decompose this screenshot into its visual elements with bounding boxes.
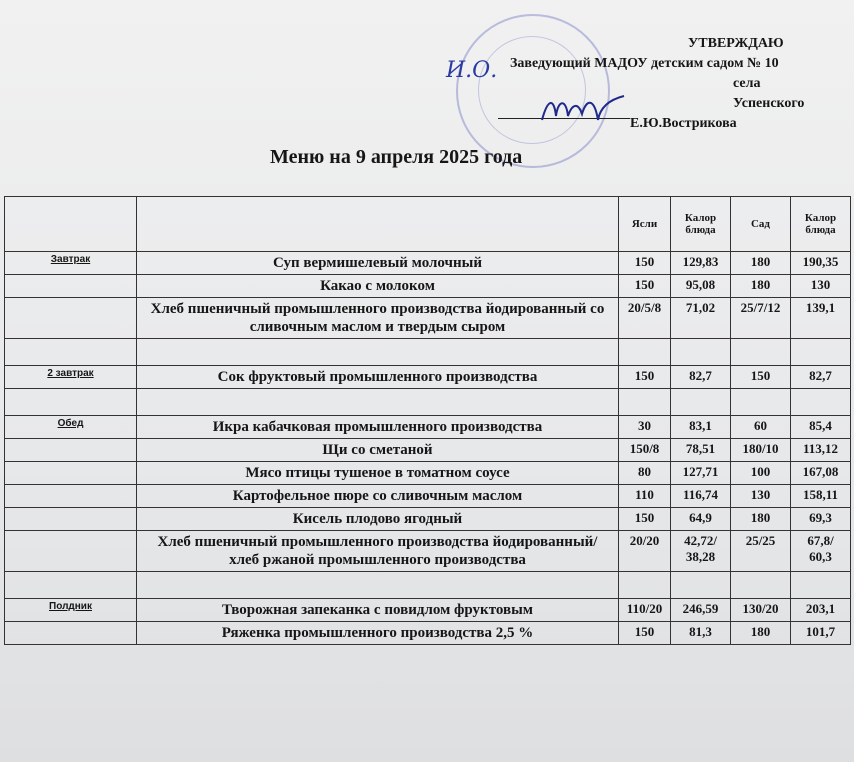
kindergarten-portion: 180 bbox=[731, 622, 791, 645]
nursery-calories: 82,7 bbox=[671, 366, 731, 389]
kindergarten-portion: 100 bbox=[731, 462, 791, 485]
approval-heading: УТВЕРЖДАЮ bbox=[688, 36, 784, 51]
nursery-portion: 150 bbox=[619, 622, 671, 645]
kindergarten-calories: 190,35 bbox=[791, 252, 851, 275]
kindergarten-calories: 85,4 bbox=[791, 416, 851, 439]
kindergarten-calories: 167,08 bbox=[791, 462, 851, 485]
menu-table bbox=[4, 196, 851, 645]
dish-cell: Картофельное пюре со сливочным маслом bbox=[137, 485, 619, 508]
kindergarten-portion bbox=[731, 389, 791, 416]
kindergarten-portion: 150 bbox=[731, 366, 791, 389]
nursery-calories: 116,74 bbox=[671, 485, 731, 508]
meal-cell bbox=[5, 462, 137, 485]
nursery-calories: 64,9 bbox=[671, 508, 731, 531]
table-row bbox=[5, 439, 851, 462]
nursery-calories: 83,1 bbox=[671, 416, 731, 439]
kindergarten-calories: 158,11 bbox=[791, 485, 851, 508]
table-row bbox=[5, 275, 851, 298]
table-row bbox=[5, 298, 851, 339]
nursery-portion: 150/8 bbox=[619, 439, 671, 462]
meal-cell bbox=[5, 339, 137, 366]
nursery-calories bbox=[671, 389, 731, 416]
kindergarten-calories: 203,1 bbox=[791, 599, 851, 622]
dish-cell: Хлеб пшеничный промышленного производства йодированный/ хлеб ржаной промышленного производства bbox=[137, 531, 619, 572]
table-header-row bbox=[5, 197, 851, 252]
nursery-portion: 110 bbox=[619, 485, 671, 508]
kindergarten-calories bbox=[791, 389, 851, 416]
nursery-calories: 95,08 bbox=[671, 275, 731, 298]
nursery-calories: 129,83 bbox=[671, 252, 731, 275]
dish-cell: Какао с молоком bbox=[137, 275, 619, 298]
kindergarten-portion bbox=[731, 572, 791, 599]
table-row bbox=[5, 252, 851, 275]
meal-cell bbox=[5, 389, 137, 416]
nursery-portion bbox=[619, 389, 671, 416]
nursery-portion: 80 bbox=[619, 462, 671, 485]
meal-cell bbox=[5, 298, 137, 339]
approval-village: села Успенского bbox=[733, 76, 805, 111]
kindergarten-calories: 139,1 bbox=[791, 298, 851, 339]
table-row bbox=[5, 531, 851, 572]
nursery-calories bbox=[671, 339, 731, 366]
page-title: Меню на 9 апреля 2025 года bbox=[270, 146, 523, 168]
kindergarten-portion bbox=[731, 339, 791, 366]
kindergarten-calories bbox=[791, 339, 851, 366]
acting-initials: И.О. bbox=[446, 58, 498, 83]
kindergarten-portion: 180 bbox=[731, 275, 791, 298]
kindergarten-portion: 180 bbox=[731, 252, 791, 275]
header-nursery: Ясли bbox=[619, 197, 671, 252]
table-row bbox=[5, 485, 851, 508]
header-dish bbox=[137, 197, 619, 252]
nursery-calories bbox=[671, 572, 731, 599]
meal-cell bbox=[5, 508, 137, 531]
table-row bbox=[5, 389, 851, 416]
nursery-portion bbox=[619, 339, 671, 366]
dish-cell: Суп вермишелевый молочный bbox=[137, 252, 619, 275]
nursery-portion: 150 bbox=[619, 508, 671, 531]
kindergarten-calories: 113,12 bbox=[791, 439, 851, 462]
dish-cell: Щи со сметаной bbox=[137, 439, 619, 462]
table-row bbox=[5, 339, 851, 366]
dish-cell: Мясо птицы тушеное в томатном соусе bbox=[137, 462, 619, 485]
kindergarten-portion: 60 bbox=[731, 416, 791, 439]
nursery-portion: 150 bbox=[619, 252, 671, 275]
table-row bbox=[5, 366, 851, 389]
meal-cell bbox=[5, 531, 137, 572]
nursery-calories: 81,3 bbox=[671, 622, 731, 645]
kindergarten-portion: 180 bbox=[731, 508, 791, 531]
dish-cell: Ряженка промышленного производства 2,5 % bbox=[137, 622, 619, 645]
kindergarten-calories: 82,7 bbox=[791, 366, 851, 389]
table-row bbox=[5, 599, 851, 622]
dish-cell bbox=[137, 389, 619, 416]
approval-position: Заведующий МАДОУ детским садом № 10 bbox=[510, 56, 779, 71]
kindergarten-calories: 67,8/ 60,3 bbox=[791, 531, 851, 572]
kindergarten-calories bbox=[791, 572, 851, 599]
nursery-portion: 30 bbox=[619, 416, 671, 439]
kindergarten-portion: 130/20 bbox=[731, 599, 791, 622]
meal-cell bbox=[5, 439, 137, 462]
dish-cell: Кисель плодово ягодный bbox=[137, 508, 619, 531]
meal-cell bbox=[5, 572, 137, 599]
nursery-portion: 150 bbox=[619, 366, 671, 389]
dish-cell: Творожная запеканка с повидлом фруктовым bbox=[137, 599, 619, 622]
dish-cell: Сок фруктовый промышленного производства bbox=[137, 366, 619, 389]
table-row bbox=[5, 508, 851, 531]
table-row bbox=[5, 572, 851, 599]
dish-cell bbox=[137, 572, 619, 599]
dish-cell: Икра кабачковая промышленного производства bbox=[137, 416, 619, 439]
menu-table-body bbox=[5, 252, 851, 645]
table-row bbox=[5, 416, 851, 439]
nursery-calories: 78,51 bbox=[671, 439, 731, 462]
kindergarten-calories: 130 bbox=[791, 275, 851, 298]
table-row bbox=[5, 462, 851, 485]
header-nursery-calories: Калор блюда bbox=[671, 197, 731, 252]
kindergarten-calories: 101,7 bbox=[791, 622, 851, 645]
meal-cell bbox=[5, 622, 137, 645]
nursery-portion: 20/5/8 bbox=[619, 298, 671, 339]
dish-cell: Хлеб пшеничный промышленного производства йодированный со сливочным маслом и твердым сыром bbox=[137, 298, 619, 339]
nursery-portion bbox=[619, 572, 671, 599]
nursery-portion: 150 bbox=[619, 275, 671, 298]
nursery-portion: 20/20 bbox=[619, 531, 671, 572]
meal-cell: Полдник bbox=[5, 599, 137, 622]
meal-cell bbox=[5, 485, 137, 508]
header-kindergarten-calories: Калор блюда bbox=[791, 197, 851, 252]
nursery-calories: 71,02 bbox=[671, 298, 731, 339]
approval-name: Е.Ю.Вострикова bbox=[630, 116, 737, 131]
kindergarten-portion: 130 bbox=[731, 485, 791, 508]
meal-cell: Обед bbox=[5, 416, 137, 439]
table-row bbox=[5, 622, 851, 645]
nursery-portion: 110/20 bbox=[619, 599, 671, 622]
nursery-calories: 127,71 bbox=[671, 462, 731, 485]
dish-cell bbox=[137, 339, 619, 366]
nursery-calories: 246,59 bbox=[671, 599, 731, 622]
approval-block bbox=[470, 34, 830, 134]
meal-cell bbox=[5, 275, 137, 298]
header-kindergarten: Сад bbox=[731, 197, 791, 252]
kindergarten-portion: 180/10 bbox=[731, 439, 791, 462]
kindergarten-portion: 25/7/12 bbox=[731, 298, 791, 339]
meal-cell: Завтрак bbox=[5, 252, 137, 275]
nursery-calories: 42,72/ 38,28 bbox=[671, 531, 731, 572]
signature-mark bbox=[538, 90, 628, 130]
meal-cell: 2 завтрак bbox=[5, 366, 137, 389]
header-meal bbox=[5, 197, 137, 252]
kindergarten-portion: 25/25 bbox=[731, 531, 791, 572]
kindergarten-calories: 69,3 bbox=[791, 508, 851, 531]
